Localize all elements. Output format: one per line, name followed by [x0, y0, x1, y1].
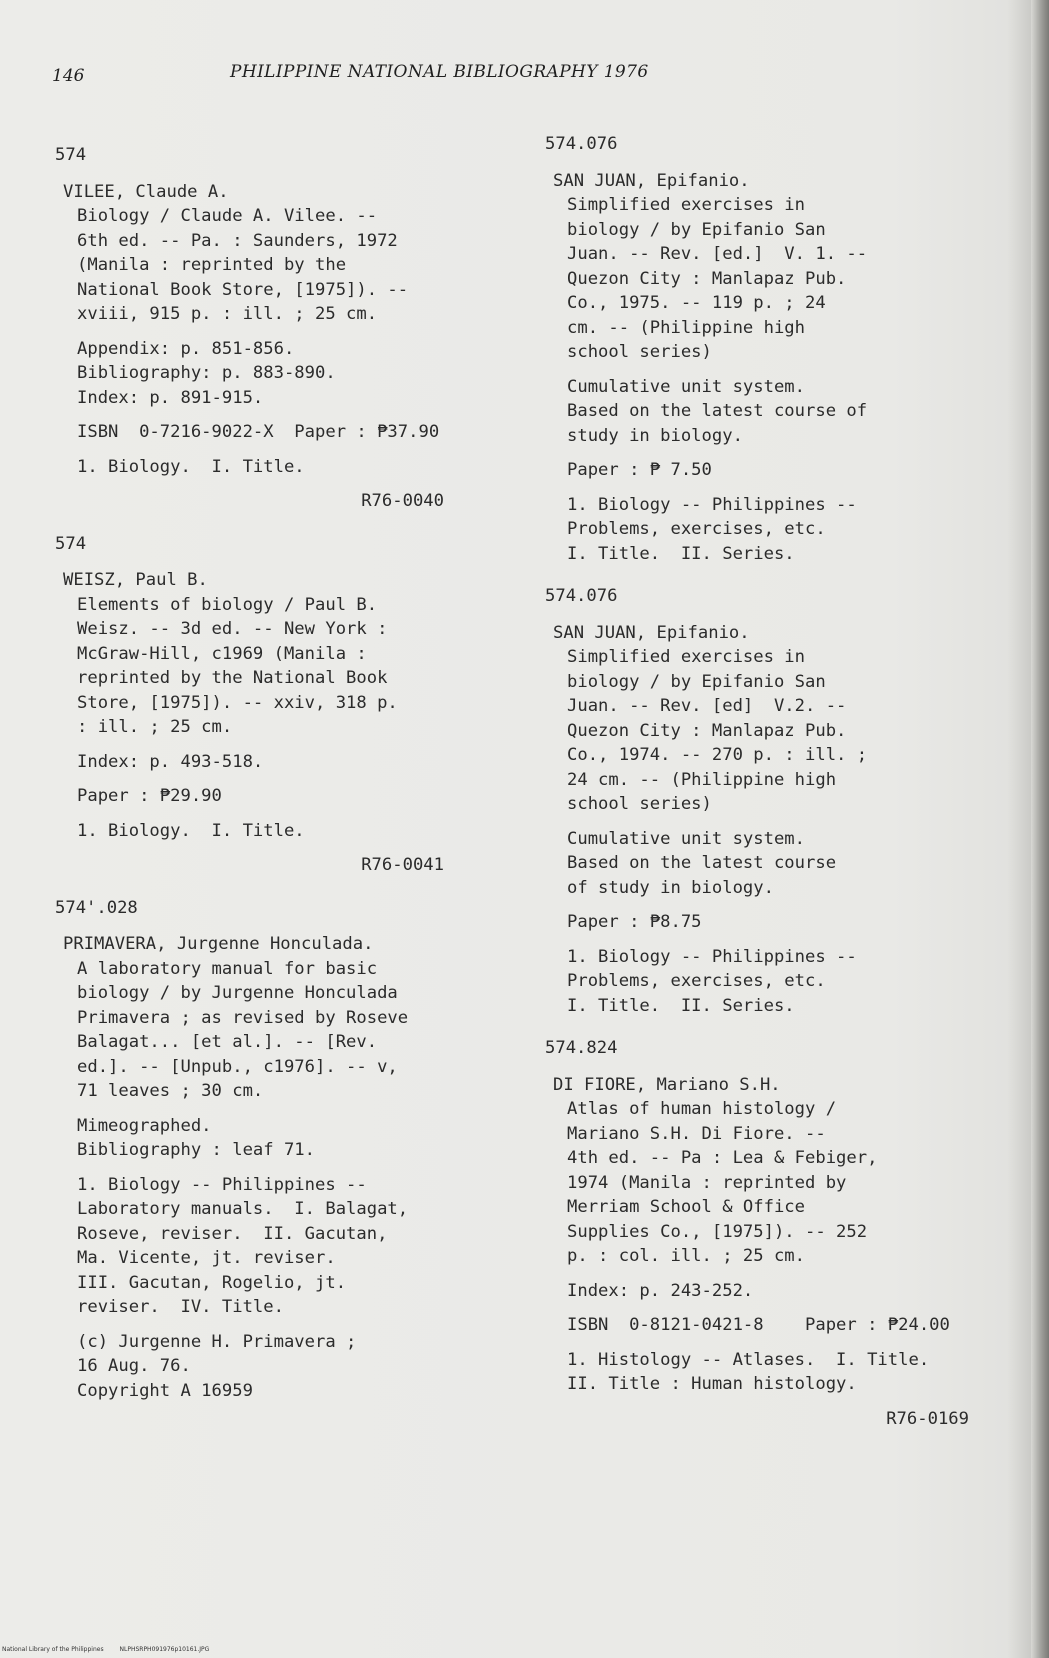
description-line: (Manila : reprinted by the	[77, 255, 347, 275]
description-line: biology / by Jurgenne Honculada	[77, 983, 398, 1003]
description-line: Quezon City : Manlapaz Pub.	[567, 720, 847, 741]
class-number: 574	[55, 145, 87, 165]
description-line: Weisz. -- 3d ed. -- New York :	[77, 619, 388, 639]
isbn-price-block	[65, 784, 500, 809]
description-line: 4th ed. -- Pa : Lea & Febiger,	[567, 1148, 878, 1168]
description-line: McGraw-Hill, c1969 (Manila :	[77, 643, 367, 664]
tracings-block	[555, 945, 1025, 1019]
tracing-line: reviser. IV. Title.	[77, 1297, 284, 1317]
copyright-line: 16 Aug. 76.	[77, 1356, 191, 1376]
notes-block	[65, 1114, 500, 1163]
description-block	[65, 204, 500, 327]
isbn-price-block	[555, 910, 1025, 935]
tracings-block	[555, 493, 1025, 567]
description-block	[65, 593, 500, 740]
description-line: National Book Store, [1975]). --	[77, 279, 409, 300]
entry-body	[55, 932, 500, 1403]
notes-block	[555, 827, 1025, 901]
tracings-block	[65, 1173, 500, 1320]
note-line: Cumulative unit system.	[567, 828, 805, 849]
tracing-line: 1. Biology. I. Title.	[77, 820, 305, 841]
note-line: Appendix: p. 851-856.	[77, 338, 295, 359]
note-line: Index: p. 891-915.	[77, 387, 264, 408]
main-entry-heading: VILEE, Claude A.	[63, 181, 229, 202]
isbn-price-block	[555, 1313, 1025, 1338]
description-line: Supplies Co., [1975]). -- 252	[567, 1221, 868, 1242]
class-number: 574.076	[545, 134, 618, 154]
main-entry-heading: SAN JUAN, Epifanio.	[553, 170, 750, 191]
tracing-line: Problems, exercises, etc.	[567, 971, 826, 991]
tracings-block	[65, 455, 500, 480]
description-line: Merriam School & Office	[567, 1197, 805, 1217]
note-line: Based on the latest course	[567, 853, 837, 873]
page-number: 146	[52, 66, 85, 86]
description-line: p. : col. ill. ; 25 cm.	[567, 1246, 805, 1266]
tracing-line: Roseve, reviser. II. Gacutan,	[77, 1223, 388, 1244]
description-line: 24 cm. -- (Philippine high	[567, 769, 837, 790]
description-line: Biology / Claude A. Vilee. --	[77, 206, 378, 226]
left-column	[55, 143, 500, 1421]
isbn-price-line: ISBN 0-8121-0421-8 Paper : ₱24.00	[567, 1315, 950, 1335]
isbn-price-block	[65, 420, 500, 445]
description-line: cm. -- (Philippine high	[567, 317, 805, 338]
class-number: 574.076	[545, 586, 618, 606]
description-line: Balagat... [et al.]. -- [Rev.	[77, 1032, 378, 1052]
catalog-entry	[55, 143, 500, 514]
description-block	[65, 957, 500, 1104]
description-line: Co., 1975. -- 119 p. ; 24	[567, 293, 826, 313]
entry-body	[545, 169, 1025, 567]
isbn-price-line: Paper : ₱ 7.50	[567, 460, 712, 480]
note-line: Index: p. 493-518.	[77, 751, 264, 772]
note-line: Bibliography : leaf 71.	[77, 1140, 315, 1160]
description-line: Co., 1974. -- 270 p. : ill. ;	[567, 745, 868, 765]
tracing-line: 1. Biology -- Philippines --	[567, 946, 857, 967]
isbn-price-line: Paper : ₱8.75	[567, 912, 702, 932]
main-entry-heading: PRIMAVERA, Jurgenne Honculada.	[63, 934, 374, 954]
main-entry-heading: SAN JUAN, Epifanio.	[553, 622, 750, 643]
description-line: reprinted by the National Book	[77, 668, 388, 688]
entry-body	[55, 568, 500, 878]
description-line: Elements of biology / Paul B.	[77, 594, 378, 615]
tracing-line: Laboratory manuals. I. Balagat,	[77, 1199, 409, 1219]
description-line: Primavera ; as revised by Roseve	[77, 1007, 409, 1028]
tracings-block	[555, 1348, 1025, 1397]
description-line: 71 leaves ; 30 cm.	[77, 1081, 264, 1101]
description-line: Juan. -- Rev. [ed.] V. 1. --	[567, 244, 868, 264]
tracing-line: I. Title. II. Series.	[567, 543, 795, 564]
notes-block	[555, 375, 1025, 449]
control-number: R76-0041	[361, 855, 444, 875]
description-line: 1974 (Manila : reprinted by	[567, 1172, 847, 1193]
copyright-line: Copyright A 16959	[77, 1380, 253, 1401]
description-line: Atlas of human histology /	[567, 1099, 837, 1119]
catalog-entry	[545, 132, 1025, 566]
description-line: : ill. ; 25 cm.	[77, 717, 233, 737]
copyright-line: (c) Jurgenne H. Primavera ;	[77, 1331, 357, 1352]
main-entry-heading: WEISZ, Paul B.	[63, 570, 208, 590]
tracing-line: Problems, exercises, etc.	[567, 519, 826, 539]
footer-source: National Library of the Philippines	[2, 1646, 104, 1653]
scan-footer	[2, 1646, 223, 1653]
description-line: xviii, 915 p. : ill. ; 25 cm.	[77, 304, 378, 324]
catalog-entry	[55, 532, 500, 878]
notes-block	[65, 337, 500, 411]
description-line: school series)	[567, 794, 712, 814]
catalog-entry	[545, 1036, 1025, 1431]
note-line: Cumulative unit system.	[567, 376, 805, 397]
isbn-price-line: Paper : ₱29.90	[77, 786, 222, 806]
tracing-line: II. Title : Human histology.	[567, 1374, 857, 1394]
class-number: 574'.028	[55, 897, 138, 918]
description-line: Juan. -- Rev. [ed] V.2. --	[567, 696, 847, 716]
tracing-line: Ma. Vicente, jt. reviser.	[77, 1248, 336, 1268]
description-line: A laboratory manual for basic	[77, 958, 378, 979]
note-line: study in biology.	[567, 425, 743, 446]
control-number: R76-0169	[886, 1408, 969, 1429]
tracing-line: III. Gacutan, Rogelio, jt.	[77, 1272, 347, 1293]
control-number: R76-0040	[361, 491, 444, 511]
copyright-block	[65, 1330, 500, 1404]
page-title: PHILIPPINE NATIONAL BIBLIOGRAPHY 1976	[230, 62, 649, 82]
entry-body	[545, 1073, 1025, 1432]
class-number: 574.824	[545, 1038, 618, 1058]
tracing-line: 1. Biology. I. Title.	[77, 456, 305, 477]
note-line: Based on the latest course of	[567, 401, 868, 421]
isbn-price-block	[555, 458, 1025, 483]
note-line: of study in biology.	[567, 877, 774, 898]
page-edge-shadow	[1031, 0, 1049, 1658]
right-column	[545, 132, 1025, 1449]
notes-block	[65, 750, 500, 775]
description-line: 6th ed. -- Pa. : Saunders, 1972	[77, 230, 398, 251]
tracing-line: 1. Biology -- Philippines --	[567, 494, 857, 515]
note-line: Mimeographed.	[77, 1115, 212, 1136]
description-line: Simplified exercises in	[567, 647, 805, 667]
description-block	[555, 1097, 1025, 1269]
description-line: Mariano S.H. Di Fiore. --	[567, 1123, 826, 1144]
tracing-line: I. Title. II. Series.	[567, 995, 795, 1016]
main-entry-heading: DI FIORE, Mariano S.H.	[553, 1074, 781, 1095]
entry-body	[55, 180, 500, 514]
footer-file: NLPHSRPH091976p10161.JPG	[119, 1646, 210, 1653]
catalog-entry	[55, 896, 500, 1404]
tracing-line: 1. Histology -- Atlases. I. Title.	[567, 1349, 930, 1370]
tracing-line: 1. Biology -- Philippines --	[77, 1174, 367, 1195]
page-header	[52, 62, 702, 92]
description-line: biology / by Epifanio San	[567, 671, 826, 692]
description-line: Quezon City : Manlapaz Pub.	[567, 268, 847, 289]
description-block	[555, 645, 1025, 817]
entry-body	[545, 621, 1025, 1019]
description-line: biology / by Epifanio San	[567, 219, 826, 240]
class-number: 574	[55, 533, 87, 554]
tracings-block	[65, 819, 500, 844]
notes-block	[555, 1279, 1025, 1304]
catalog-entry	[545, 584, 1025, 1018]
description-line: Store, [1975]). -- xxiv, 318 p.	[77, 692, 398, 713]
note-line: Bibliography: p. 883-890.	[77, 363, 336, 383]
isbn-price-line: ISBN 0-7216-9022-X Paper : ₱37.90	[77, 422, 440, 442]
description-line: Simplified exercises in	[567, 195, 805, 215]
description-line: ed.]. -- [Unpub., c1976]. -- v,	[77, 1056, 398, 1077]
note-line: Index: p. 243-252.	[567, 1280, 754, 1301]
description-block	[555, 193, 1025, 365]
description-line: school series)	[567, 342, 712, 362]
